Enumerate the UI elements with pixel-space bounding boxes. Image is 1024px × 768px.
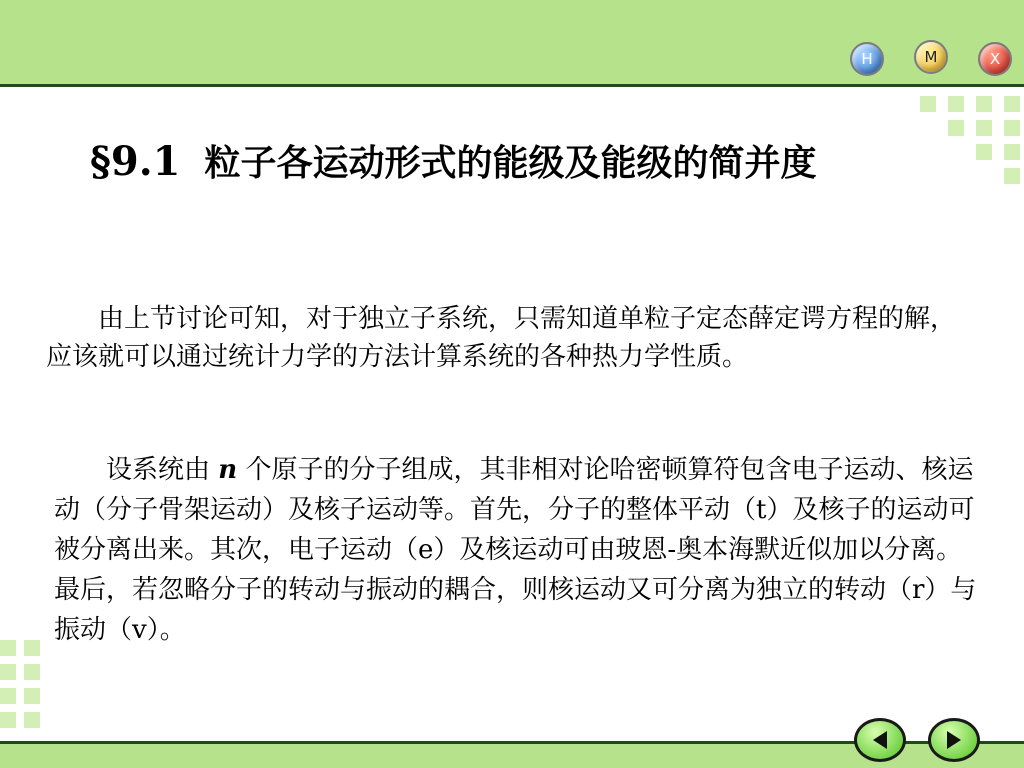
decorative-square <box>0 712 16 728</box>
paragraph-intro: 由上节讨论可知，对于独立子系统，只需知道单粒子定态薛定谔方程的解，应该就可以通过统计力学的方法计算系统的各种热力学性质。 <box>46 304 957 372</box>
decorative-square <box>948 96 964 112</box>
home-label: H <box>861 50 873 68</box>
menu-label: M <box>924 48 938 66</box>
paragraph-hamiltonian <box>54 450 984 650</box>
decorative-square <box>0 664 16 680</box>
variable-n: n <box>218 455 238 485</box>
decorative-square <box>0 688 16 704</box>
decorative-square <box>1004 120 1020 136</box>
decorative-square <box>24 640 40 656</box>
section-number: §9.1 <box>90 138 181 185</box>
decorative-square <box>976 144 992 160</box>
exit-button[interactable] <box>978 42 1012 76</box>
decorative-square <box>0 640 16 656</box>
previous-slide-button[interactable] <box>854 718 906 762</box>
slide-title <box>80 128 940 198</box>
decorative-square <box>976 120 992 136</box>
decorative-square <box>920 96 936 112</box>
header-divider <box>0 84 1024 87</box>
home-button[interactable] <box>850 42 884 76</box>
triangle-right-icon <box>945 730 963 750</box>
next-slide-button[interactable] <box>928 718 980 762</box>
decorative-square <box>24 712 40 728</box>
triangle-left-icon <box>871 730 889 750</box>
exit-label: X <box>989 50 1001 68</box>
decorative-square <box>948 120 964 136</box>
decorative-square <box>1004 96 1020 112</box>
decorative-square <box>1004 144 1020 160</box>
decorative-square <box>976 96 992 112</box>
title-text: 粒子各运动形式的能级及能级的简并度 <box>204 143 817 184</box>
paragraph2-start: 设系统由 <box>106 455 211 485</box>
paragraph2-rest: 个原子的分子组成，其非相对论哈密顿算符包含电子运动、核运动（分子骨架运动）及核子运动等。首先，分子的整体平动（t）及核子的运动可被分离出来。其次，电子运动（e）及核运动可由玻恩-奥本海默近似加以分离。最后，若忽略分子的转动与振动的耦合，则核运动又可分离为独立的转动（r）与振动（v）。 <box>54 455 977 645</box>
decorative-square <box>1004 168 1020 184</box>
decorative-square <box>24 688 40 704</box>
decorative-square <box>24 664 40 680</box>
menu-button[interactable] <box>914 40 948 74</box>
